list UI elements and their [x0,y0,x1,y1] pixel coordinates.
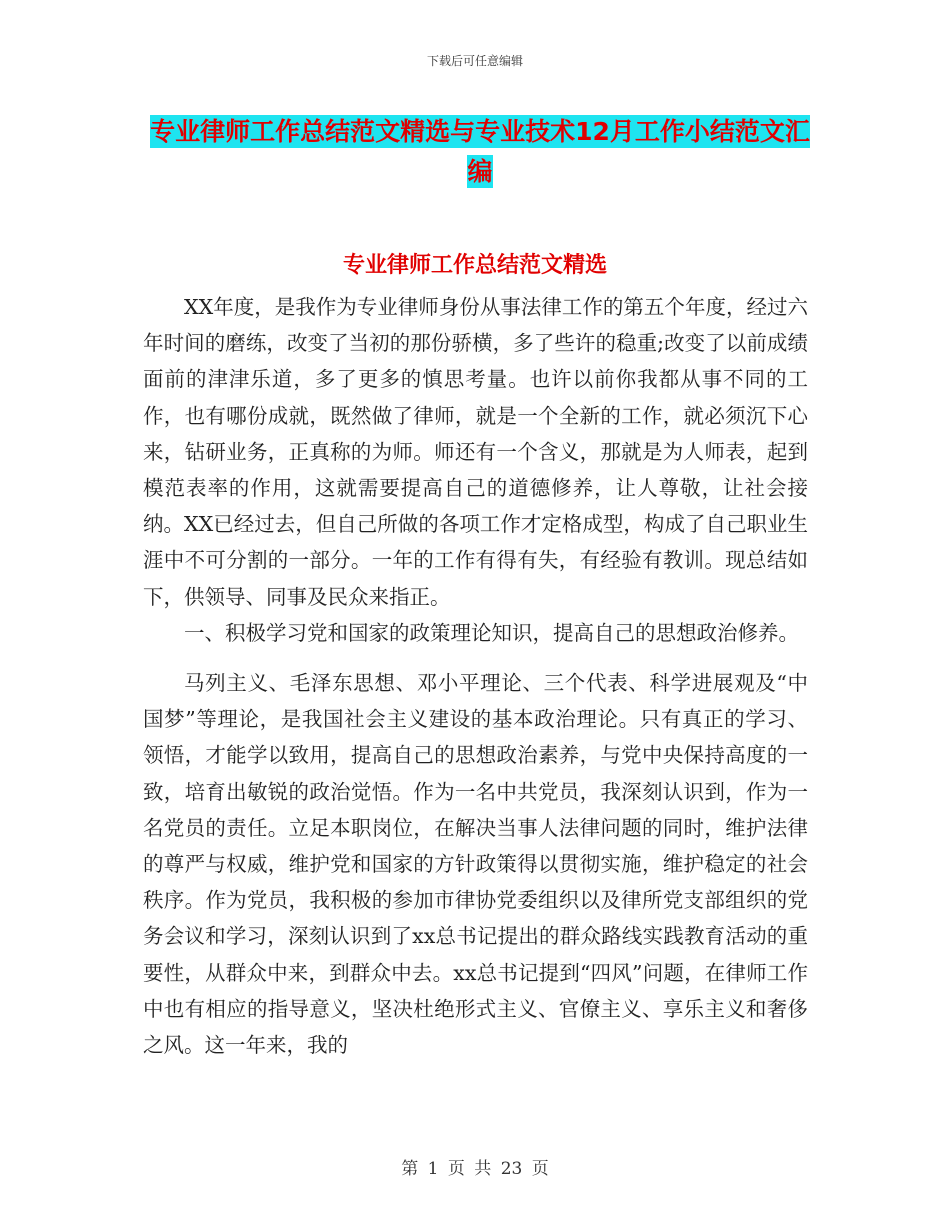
document-title [140,112,820,192]
body-heading-paragraph: 一、积极学习党和国家的政策理论知识，提高自己的思想政治修养。 [184,620,799,645]
document-title-text: 专业律师工作总结范文精选与专业技术12月工作小结范文汇编 [150,117,810,186]
section-title: 专业律师工作总结范文精选 [342,253,607,278]
body-paragraph: 马列主义、毛泽东思想、邓小平理论、三个代表、科学进展观及“中国梦”等理论，是我国社会主义建设的基本政治理论。只有真正的学习、领悟，才能学以致用，提高自己的思想政治素养，与党中央保持高度的一致，培育出敏锐的政治觉悟。作为一名中共党员，我深刻认识到，作为一名党员的责任。立足本职岗位，在解决当事人法律问题的同时，维护法律的尊严与权威，维护党和国家的方针政策得以贯彻实施，维护稳定的社会秩序。作为党员，我积极的参加市律协党委组织以及律所党支部组织的党务会议和学习，深刻认识到了xx总书记提出的群众路线实践教育活动的重要性，从群众中来，到群众中去。xx总书记提到“四风”问题，在律师工作中也有相应的指导意义，坚决杜绝形式主义、官僚主义、享乐主义和奢侈之风。这一年来，我的 [143,671,808,1058]
document-body [143,289,808,1063]
page-header-note: 下载后可任意编辑 [426,54,523,68]
page-number: 第 1 页 共 23 页 [401,1159,549,1179]
body-paragraph: XX年度，是我作为专业律师身份从事法律工作的第五个年度，经过六年时间的磨练，改变了当初的那份骄横，多了些许的稳重;改变了以前成绩面前的津津乐道，多了更多的慎思考量。也许以前你我都从事不同的工作，也有哪份成就，既然做了律师，就是一个全新的工作，就必须沉下心来，钻研业务，正真称的为师。师还有一个含义，那就是为人师表，起到模范表率的作用，这就需要提高自己的道德修养，让人尊敬，让社会接纳。XX已经过去，但自己所做的各项工作才定格成型，构成了自己职业生涯中不可分割的一部分。一年的工作有得有失，有经验有教训。现总结如下，供领导、同事及民众来指正。 [143,295,808,609]
